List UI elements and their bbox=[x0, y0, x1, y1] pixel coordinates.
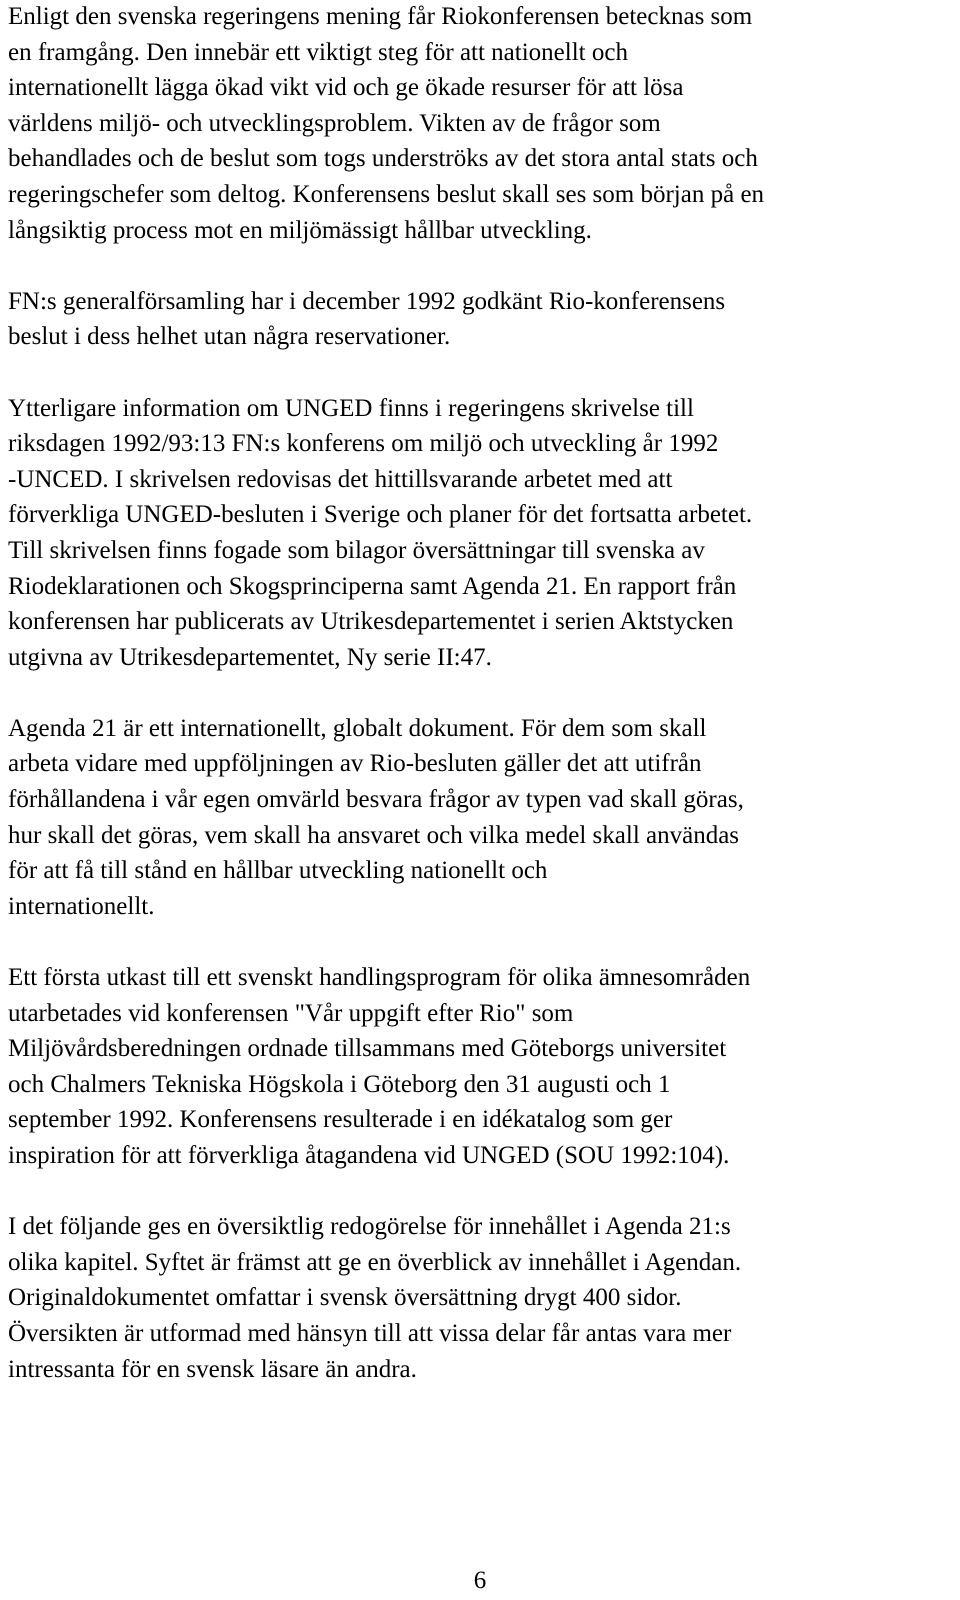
text-line: för att få till stånd en hållbar utveckling nationellt och bbox=[8, 857, 548, 885]
text-line: riksdagen 1992/93:13 FN:s konferens om miljö och utveckling år 1992 bbox=[8, 430, 719, 458]
paragraph-un-general-assembly bbox=[8, 284, 948, 355]
text-line: I det följande ges en översiktlig redogörelse för innehållet i Agenda 21:s bbox=[8, 1213, 731, 1241]
text-line: inspiration för att förverkliga åtagandena vid UNGED (SOU 1992:104). bbox=[8, 1142, 730, 1169]
text-line: utarbetades vid konferensen "Vår uppgift efter Rio" som bbox=[8, 999, 574, 1027]
text-line: hur skall det göras, vem skall ha ansvaret och vilka medel skall användas bbox=[8, 821, 740, 849]
text-line: FN:s generalförsamling har i december 1992 godkänt Rio-konferensens bbox=[8, 287, 726, 315]
text-line: konferensen har publicerats av Utrikesdepartementet i serien Aktstycken bbox=[8, 608, 734, 636]
text-line: -UNCED. I skrivelsen redovisas det hittillsvarande arbetet med att bbox=[8, 465, 673, 493]
paragraph-agenda-21 bbox=[8, 711, 948, 925]
page-number: 6 bbox=[473, 1567, 487, 1594]
text-line: Riodeklarationen och Skogsprinciperna samt Agenda 21. En rapport från bbox=[8, 572, 737, 600]
text-line: Originaldokumentet omfattar i svensk översättning drygt 400 sidor. bbox=[8, 1284, 682, 1312]
text-line: internationellt. bbox=[8, 892, 155, 920]
text-line: världens miljö- och utvecklingsproblem. Vikten av de frågor som bbox=[8, 109, 661, 137]
text-line: september 1992. Konferensens resulterade i en idékatalog som ger bbox=[8, 1106, 673, 1134]
text-line: förhållandena i vår egen omvärld besvara frågor av typen vad skall göras, bbox=[8, 786, 744, 814]
text-line: beslut i dess helhet utan några reservationer. bbox=[8, 323, 451, 351]
document-page bbox=[8, 0, 948, 1423]
text-line: behandlades och de beslut som togs underströks av det stora antal stats och bbox=[8, 145, 758, 173]
paragraph-further-information bbox=[8, 391, 948, 676]
text-line: förverkliga UNGED-besluten i Sverige och planer för det fortsatta arbetet. bbox=[8, 501, 753, 529]
paragraph-rio-outcome bbox=[8, 0, 948, 248]
text-line: en framgång. Den innebär ett viktigt steg för att nationellt och bbox=[8, 38, 628, 66]
text-line: olika kapitel. Syftet är främst att ge en överblick av innehållet i Agendan. bbox=[8, 1248, 742, 1276]
text-line: Översikten är utformad med hänsyn till att vissa delar får antas vara mer bbox=[8, 1319, 732, 1347]
text-line: utgivna av Utrikesdepartementet, Ny serie II:47. bbox=[8, 643, 492, 671]
text-line: Agenda 21 är ett internationellt, globalt dokument. För dem som skall bbox=[8, 714, 707, 742]
text-line: Till skrivelsen finns fogade som bilagor översättningar till svenska av bbox=[8, 536, 705, 564]
text-line: regeringschefer som deltog. Konferensens beslut skall ses som början på en bbox=[8, 180, 765, 208]
text-line: Ytterligare information om UNGED finns i regeringens skrivelse till bbox=[8, 394, 694, 422]
text-line: intressanta för en svensk läsare än andra. bbox=[8, 1355, 417, 1383]
paragraph-first-draft bbox=[8, 960, 948, 1174]
text-line: arbeta vidare med uppföljningen av Rio-besluten gäller det att utifrån bbox=[8, 750, 702, 778]
text-line: internationellt lägga ökad vikt vid och ge ökade resurser för att lösa bbox=[8, 74, 684, 102]
text-line: Enligt den svenska regeringens mening får Riokonferensen betecknas som bbox=[8, 3, 753, 30]
text-line: långsiktig process mot en miljömässigt hållbar utveckling. bbox=[8, 216, 592, 244]
text-line: Ett första utkast till ett svenskt handlingsprogram för olika ämnesområden bbox=[8, 964, 751, 992]
text-line: och Chalmers Tekniska Högskola i Göteborg den 31 augusti och 1 bbox=[8, 1070, 671, 1098]
paragraph-overview bbox=[8, 1209, 948, 1387]
text-line: Miljövårdsberedningen ordnade tillsammans med Göteborgs universitet bbox=[8, 1035, 727, 1063]
